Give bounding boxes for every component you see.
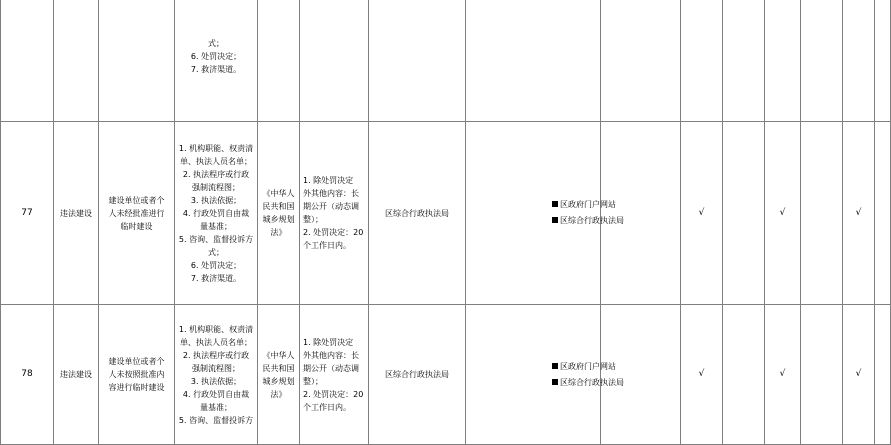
- row-number-cell: 78: [1, 305, 54, 445]
- content-line: 5. 咨询、监督投诉方: [178, 234, 254, 244]
- item-cell: [99, 0, 175, 122]
- time-limit-line: 2. 处罚决定：20: [303, 389, 364, 399]
- content-line: 4. 行政处罚自由裁: [182, 208, 250, 218]
- content-line: 强制流程图；: [192, 363, 240, 373]
- check-mark-cell: [723, 0, 765, 122]
- department-cell: 区综合行政执法局: [369, 305, 466, 445]
- category-cell: [54, 0, 99, 122]
- time-limit-line: 2. 处罚决定：20: [303, 228, 364, 237]
- table-row: [1, 305, 891, 445]
- content-cell: [175, 0, 258, 122]
- check-mark-cell: [601, 122, 681, 305]
- channel-line: [552, 375, 624, 391]
- law-cell: 《中华人民共和国城乡规划法》: [258, 305, 300, 445]
- time-limit-line: 外其他内容：长: [303, 189, 359, 198]
- check-mark-cell: [765, 0, 801, 122]
- time-limit-line: 整）；: [303, 215, 323, 224]
- content-line: 1. 机构职能、权责清: [178, 324, 254, 334]
- channel-cell: [466, 122, 624, 305]
- department-cell: 区综合行政执法局: [369, 122, 466, 305]
- channel-cell: [466, 0, 601, 122]
- table-row: [1, 122, 891, 305]
- item-cell: 建设单位或者个人未经批准进行临时建设: [99, 122, 175, 305]
- content-cell: [175, 122, 258, 305]
- check-mark-cell: [875, 305, 891, 445]
- time-limit-line: 外其他内容：长: [303, 350, 359, 360]
- check-mark-cell: [843, 0, 875, 122]
- channel-label: 区政府门户网站: [560, 200, 616, 209]
- time-limit-cell: [300, 122, 369, 305]
- content-line: 3. 执法依据；: [190, 195, 242, 205]
- content-line: 1. 机构职能、权责清: [178, 143, 254, 153]
- category-cell: 违法建设: [54, 305, 99, 445]
- content-line: 式；: [208, 38, 224, 48]
- content-line: 式；: [208, 247, 224, 257]
- department-cell: [369, 0, 466, 122]
- check-mark-cell: [601, 305, 681, 445]
- check-mark-cell: √: [765, 122, 801, 305]
- content-line: 3. 执法依据；: [190, 376, 242, 386]
- check-mark-cell: √: [765, 305, 801, 445]
- channel-line: [552, 213, 624, 229]
- time-limit-line: 1. 除处罚决定: [303, 337, 354, 347]
- check-mark-cell: [801, 0, 843, 122]
- check-mark-cell: [875, 0, 891, 122]
- content-line: 6. 处罚决定；: [190, 260, 242, 270]
- content-line: 单、执法人员名单；: [180, 337, 252, 347]
- check-mark-cell: [723, 122, 765, 305]
- content-line: 量基准；: [200, 221, 232, 231]
- check-mark-cell: [723, 305, 765, 445]
- content-cell: [175, 305, 258, 445]
- check-mark-cell: [681, 0, 723, 122]
- time-limit-cell: [300, 305, 369, 445]
- channel-label: 区综合行政执法局: [560, 216, 624, 225]
- channel-label: 区政府门户网站: [560, 361, 616, 371]
- content-line: 7. 救济渠道。: [190, 64, 242, 74]
- time-limit-cell: [300, 0, 369, 122]
- check-mark-cell: [875, 122, 891, 305]
- content-line: 5. 咨询、监督投诉方: [178, 415, 254, 425]
- channel-line: [552, 197, 616, 213]
- time-limit-line: 期公开（动态调: [303, 363, 359, 373]
- checked-square-icon: [552, 217, 558, 223]
- category-cell: 违法建设: [54, 122, 99, 305]
- content-line: 强制流程图；: [192, 182, 240, 192]
- time-limit-line: 整）；: [303, 376, 323, 386]
- time-limit-line: 1. 除处罚决定: [303, 176, 354, 185]
- channel-label: 区综合行政执法局: [560, 377, 624, 387]
- content-line: 2. 执法程序或行政: [182, 350, 250, 360]
- check-mark-cell: [801, 305, 843, 445]
- check-mark-cell: [601, 0, 681, 122]
- law-cell: 《中华人民共和国城乡规划法》: [258, 122, 300, 305]
- content-line: 2. 执法程序或行政: [182, 169, 250, 179]
- check-mark-cell: √: [843, 122, 875, 305]
- checked-square-icon: [552, 379, 558, 385]
- check-mark-cell: √: [681, 122, 723, 305]
- check-mark-cell: [801, 122, 843, 305]
- content-line: 6. 处罚决定；: [190, 51, 242, 61]
- row-number-cell: 77: [1, 122, 54, 305]
- content-line: 4. 行政处罚自由裁: [182, 389, 250, 399]
- time-limit-line: 期公开（动态调: [303, 202, 359, 211]
- channel-line: [552, 359, 616, 375]
- channel-cell: [466, 305, 624, 445]
- check-mark-cell: √: [843, 305, 875, 445]
- time-limit-line: 个工作日内。: [303, 402, 351, 412]
- checked-square-icon: [552, 201, 558, 207]
- time-limit-line: 个工作日内。: [303, 241, 351, 250]
- row-number-cell: [1, 0, 54, 122]
- law-cell: [258, 0, 300, 122]
- item-cell: 建设单位或者个人未按照批准内容进行临时建设: [99, 305, 175, 445]
- content-line: 量基准；: [200, 402, 232, 412]
- table-row: [1, 0, 891, 122]
- checked-square-icon: [552, 363, 558, 369]
- content-line: 7. 救济渠道。: [190, 273, 242, 283]
- check-mark-cell: √: [681, 305, 723, 445]
- content-line: 单、执法人员名单；: [180, 156, 252, 166]
